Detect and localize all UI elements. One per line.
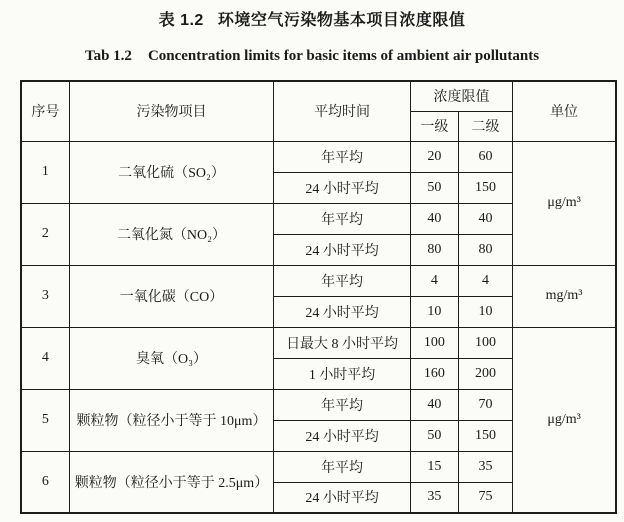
header-grade2: 二级: [458, 111, 512, 141]
unit-cell: mg/m³: [513, 265, 616, 327]
header-grade1: 一级: [410, 111, 458, 141]
row-number-cell: 4: [21, 327, 69, 389]
grade2-value-cell: 40: [458, 203, 512, 234]
averaging-time-cell: 24 小时平均: [274, 234, 410, 265]
averaging-time-cell: 24 小时平均: [274, 482, 410, 513]
grade1-value-cell: 80: [410, 234, 458, 265]
averaging-time-cell: 年平均: [274, 389, 410, 420]
table-caption-en: Concentration limits for basic items of ambient air pollutants: [147, 48, 540, 64]
grade1-value-cell: 15: [410, 451, 458, 482]
table-row: [21, 265, 616, 296]
unit-cell: μg/m³: [513, 327, 616, 513]
grade2-value-cell: 60: [458, 141, 512, 172]
grade1-value-cell: 10: [410, 296, 458, 327]
table-title-zh: [0, 11, 624, 31]
header-pollutant: 污染物项目: [69, 81, 274, 141]
grade1-value-cell: 35: [410, 482, 458, 513]
averaging-time-cell: 24 小时平均: [274, 420, 410, 451]
pollutant-name-cell: 臭氧（O₃）: [69, 327, 274, 389]
grade2-value-cell: 200: [458, 358, 512, 389]
unit-cell: μg/m³: [513, 141, 616, 265]
row-number-cell: 3: [21, 265, 69, 327]
concentration-limits-table: [20, 80, 617, 514]
averaging-time-cell: 24 小时平均: [274, 296, 410, 327]
grade1-value-cell: 50: [410, 172, 458, 203]
pollutant-name-cell: 颗粒物（粒径小于等于 10μm）: [69, 389, 274, 451]
averaging-time-cell: 日最大 8 小时平均: [274, 327, 410, 358]
header-unit: 单位: [513, 81, 616, 141]
grade2-value-cell: 150: [458, 420, 512, 451]
row-number-cell: 1: [21, 141, 69, 203]
table-row: [21, 141, 616, 172]
grade2-value-cell: 70: [458, 389, 512, 420]
table-number-en: Tab 1.2: [84, 48, 132, 64]
table-number-zh: 表 1.2: [158, 12, 204, 29]
grade2-value-cell: 100: [458, 327, 512, 358]
pollutant-name-cell: 二氧化氮（NO₂）: [69, 203, 274, 265]
averaging-time-cell: 年平均: [274, 265, 410, 296]
header-limit: 浓度限值: [410, 81, 512, 111]
row-number-cell: 2: [21, 203, 69, 265]
averaging-time-cell: 24 小时平均: [274, 172, 410, 203]
grade1-value-cell: 50: [410, 420, 458, 451]
row-number-cell: 5: [21, 389, 69, 451]
grade2-value-cell: 10: [458, 296, 512, 327]
table-row: [21, 327, 616, 358]
pollutant-name-cell: 一氧化碳（CO）: [69, 265, 274, 327]
row-number-cell: 6: [21, 451, 69, 513]
averaging-time-cell: 年平均: [274, 141, 410, 172]
grade2-value-cell: 75: [458, 482, 512, 513]
grade2-value-cell: 4: [458, 265, 512, 296]
grade1-value-cell: 40: [410, 203, 458, 234]
averaging-time-cell: 1 小时平均: [274, 358, 410, 389]
grade1-value-cell: 100: [410, 327, 458, 358]
grade1-value-cell: 40: [410, 389, 458, 420]
grade1-value-cell: 4: [410, 265, 458, 296]
grade1-value-cell: 20: [410, 141, 458, 172]
table-caption-zh: 环境空气污染物基本项目浓度限值: [217, 12, 466, 29]
averaging-time-cell: 年平均: [274, 203, 410, 234]
header-no: 序号: [21, 81, 69, 141]
grade2-value-cell: 80: [458, 234, 512, 265]
averaging-time-cell: 年平均: [274, 451, 410, 482]
pollutant-name-cell: 二氧化硫（SO₂）: [69, 141, 274, 203]
grade2-value-cell: 35: [458, 451, 512, 482]
table-title-en: [0, 47, 624, 66]
grade1-value-cell: 160: [410, 358, 458, 389]
pollutant-name-cell: 颗粒物（粒径小于等于 2.5μm）: [69, 451, 274, 513]
header-avg-time: 平均时间: [274, 81, 410, 141]
grade2-value-cell: 150: [458, 172, 512, 203]
